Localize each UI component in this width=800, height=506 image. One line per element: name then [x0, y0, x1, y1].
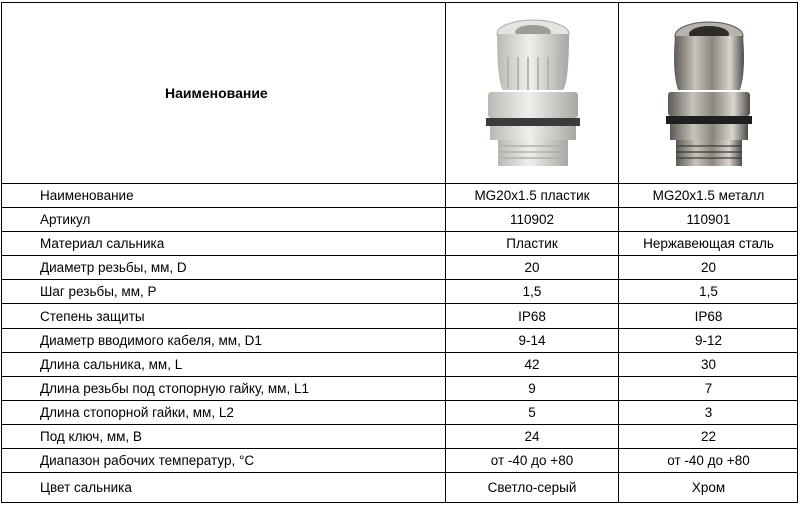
row-label: Наименование: [40, 188, 134, 203]
metal-value: 9-12: [694, 333, 723, 348]
metal-value: от -40 до +80: [667, 453, 750, 468]
header-title: Наименование: [165, 85, 268, 101]
plastic-value: 24: [524, 429, 540, 444]
row-label: Шаг резьбы, мм, P: [40, 284, 157, 299]
table-border-top: [1, 2, 798, 3]
row-label: Диаметр резьбы, мм, D: [40, 260, 187, 275]
row-label: Под ключ, мм, B: [40, 429, 142, 444]
metal-value: 20: [700, 260, 717, 275]
row-label: Длина сальника, мм, L: [40, 357, 183, 372]
metal-value: Нержавеющая сталь: [643, 236, 774, 251]
row-label: Диаметр вводимого кабеля, мм, D1: [40, 333, 262, 348]
plastic-value: от -40 до +80: [490, 453, 574, 468]
metal-value: Хром: [691, 480, 726, 495]
plastic-value: Светло-серый: [487, 480, 577, 495]
plastic-value: 9: [528, 381, 536, 396]
metal-value: 1,5: [699, 284, 718, 299]
plastic-value: 42: [524, 357, 540, 372]
table-border-bottom: [1, 502, 798, 503]
plastic-value: 5: [528, 405, 536, 420]
plastic-value: IP68: [518, 309, 546, 324]
metal-value: IP68: [694, 309, 723, 324]
plastic-value: Пластик: [506, 236, 558, 251]
row-label: Длина резьбы под стопорную гайку, мм, L1: [40, 381, 309, 396]
row-label: Степень защиты: [40, 309, 145, 324]
plastic-value: 20: [524, 260, 540, 275]
metal-value: 110901: [686, 212, 731, 227]
table-border-left: [1, 2, 2, 503]
plastic-value: 9-14: [518, 333, 546, 348]
plastic-value: 1,5: [522, 284, 542, 299]
row-label: Длина стопорной гайки, мм, L2: [40, 405, 234, 420]
plastic-value: MG20x1.5 пластик: [474, 188, 590, 203]
metal-cable-gland-image: [654, 12, 764, 174]
metal-value: 30: [700, 357, 717, 372]
row-label: Артикул: [40, 212, 91, 227]
metal-value: 22: [700, 429, 717, 444]
row-label: Материал сальника: [40, 236, 165, 251]
row-label: Цвет сальника: [40, 480, 132, 495]
plastic-value: 110902: [509, 212, 555, 227]
metal-value: 7: [704, 381, 713, 396]
plastic-cable-gland-image: [478, 12, 588, 174]
metal-value: 3: [704, 405, 713, 420]
row-label: Диапазон рабочих температур, °С: [40, 453, 255, 468]
metal-value: MG20x1.5 металл: [652, 188, 765, 203]
